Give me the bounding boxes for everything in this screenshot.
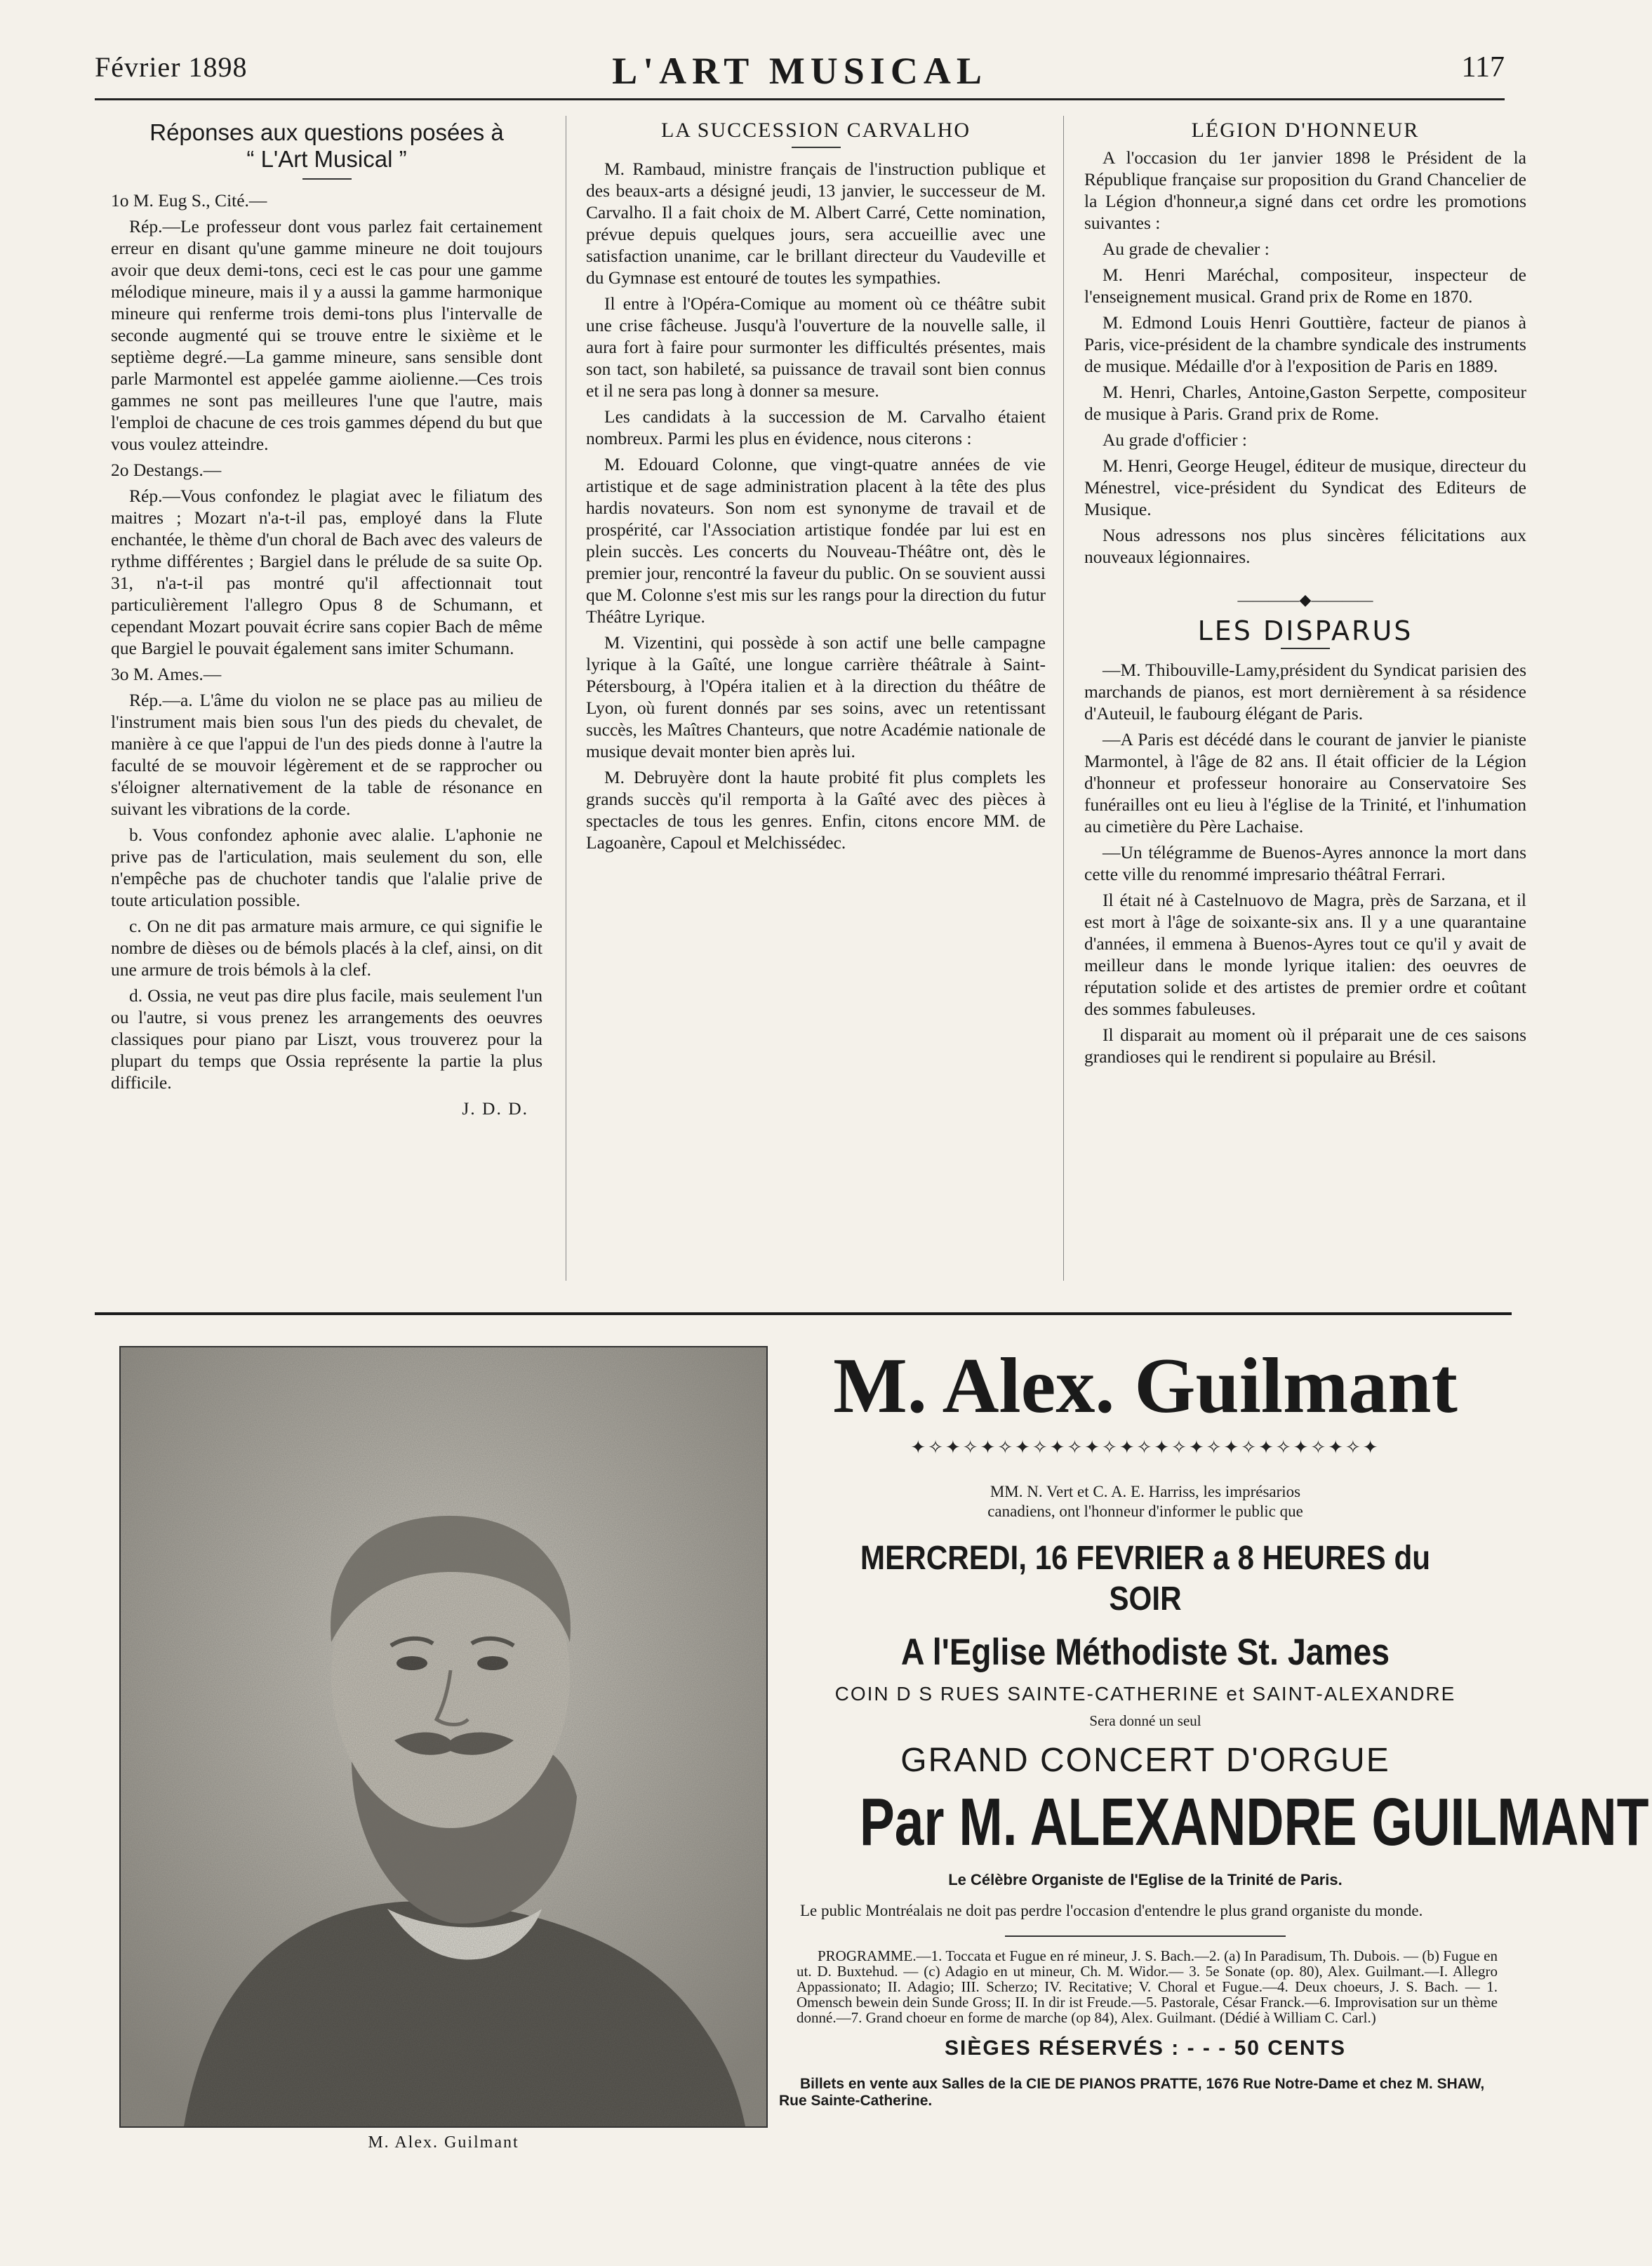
- article-paragraph: —Un télégramme de Buenos-Ayres annonce la mort dans cette ville du renommé impresario théâtral Ferrari.: [1084, 842, 1526, 884]
- article-paragraph: M. Henri, George Heugel, éditeur de musique, directeur du Ménestrel, vice-président du Syndicat des Editeurs de Musique.: [1084, 455, 1526, 519]
- ad-headline: M. Alex. Guilmant: [833, 1342, 1458, 1429]
- masthead-rule: [95, 98, 1505, 100]
- answer-text: Rép.—Vous confondez le plagiat avec le filiatum des maitres ; Mozart n'a-t-il pas, employé dans la Flute enchantée, le thème d'un choral de Bach avec des valeurs de rythme différentes ; Bargiel dans le prélude de sa suite Op. 31, n'a-t-il pas montré qu'il affectionnait tout particulièrement l'allegro Opus 8 de Schumann, et cependant Mozart pouvait écrire sans copier Bach de même que Bargiel le pouvait également sans imiter Schumann.: [111, 486, 542, 658]
- issue-date: Février 1898: [95, 51, 248, 83]
- article-paragraph: —A Paris est décédé dans le courant de janvier le pianiste Marmontel, à l'âge de 82 ans. Il était officier de la Légion d'honneur et professeur honoraire au Conservatoire Ses funérailles ont eu lieu à l'église de la Trinité, et l'inhumation au cimetière du Père Lachaise.: [1084, 729, 1526, 837]
- public-notice: Le public Montréalais ne doit pas perdre l'occasion d'entendre le plus grand organiste du monde.: [800, 1902, 1423, 1919]
- article-paragraph: M. Vizentini, qui possède à son actif une belle campagne lyrique à la Gaîté, une longue carrière théâtrale à Saint-Pétersbourg, à l'Opéra italien et à la direction du théâtre de Lyon, où furent donnés par ses soins, avec un retentissant succès, les Maîtres Chanteurs, que notre Académie nationale de musique devait monter bien après lui.: [586, 632, 1046, 761]
- answer-recipient: 3o M. Ames.—: [111, 664, 222, 684]
- ticket-info: Billets en vente aux Salles de la CIE DE PIANOS PRATTE, 1676 Rue Notre-Dame et chez M. SHAW, Rue Sainte-Catherine.: [779, 2076, 1485, 2109]
- legion-heading: LÉGION D'HONNEUR: [1191, 119, 1420, 142]
- column-legion: [1084, 119, 1526, 1072]
- concert-title: GRAND CONCERT D'ORGUE: [900, 1742, 1390, 1779]
- answer-text: Rép.—a. L'âme du violon ne se place pas au milieu de l'instrument mais bien sous l'un des pieds du chevalet, de manière à ce que l'appui de l'un des pieds donne à l'autre la faculté de se mouvoir légèrement et de se rapprocher ou s'éloigner alternativement de la table de résonance en suivant les vibrations de la corde.: [111, 690, 542, 819]
- heading-rule: [1281, 648, 1330, 649]
- column-divider: [1063, 116, 1064, 1281]
- signature: J. D. D.: [462, 1098, 528, 1119]
- article-paragraph: —M. Thibouville-Lamy,président du Syndicat parisien des marchands de pianos, est mort dernièrement à sa résidence d'Auteuil, le faubourg élégant de Paris.: [1084, 660, 1526, 724]
- given-note: Sera donné un seul: [1089, 1712, 1201, 1729]
- disparus-heading: LES DISPARUS: [1197, 615, 1413, 646]
- article-paragraph: Il entre à l'Opéra-Comique au moment où ce théâtre subit une crise fâcheuse. Jusqu'à l'ouverture de la nouvelle salle, il aura fort à faire pour surmonter les difficultés présentes, mais son tact, son habileté, sa puissance de travail sont bien connus et il ne sera pas long à donner sa mesure.: [586, 293, 1046, 401]
- column-answers: [111, 119, 542, 1119]
- section-ornament: ————◆————: [1237, 591, 1373, 608]
- performer-subtitle: Le Célèbre Organiste de l'Eglise de la Trinité de Paris.: [948, 1871, 1343, 1888]
- answer-text: d. Ossia, ne veut pas dire plus facile, mais seulement l'un ou l'autre, si vous prenez les arrangements des oeuvres classiques pour piano par Liszt, vous trouverez pour la plupart du temps que Ossia représente la partie la plus difficile.: [111, 985, 542, 1093]
- venue-address: COIN D S RUES SAINTE-CATHERINE et SAINT-ALEXANDRE: [834, 1683, 1456, 1705]
- answers-heading: Réponses aux questions posées à “ L'Art Musical ”: [149, 119, 504, 172]
- heading-rule: [302, 178, 352, 180]
- article-paragraph: Au grade de chevalier :: [1103, 239, 1270, 259]
- article-paragraph: M. Henri Maréchal, compositeur, inspecteur de l'enseignement musical. Grand prix de Rome en 1870.: [1084, 265, 1526, 307]
- section-rule: [95, 1312, 1512, 1315]
- masthead: [95, 46, 1505, 102]
- answer-recipient: 2o Destangs.—: [111, 460, 222, 480]
- article-paragraph: Les candidats à la succession de M. Carvalho étaient nombreux. Parmi les plus en évidence, nous citerons :: [586, 406, 1046, 448]
- page-number: 117: [1461, 51, 1505, 84]
- article-paragraph: M. Edmond Louis Henri Gouttière, facteur de pianos à Paris, vice-président de la chambre syndicale des instruments de musique. Médaille d'or à l'exposition de Paris en 1889.: [1084, 312, 1526, 376]
- portrait-illustration: [121, 1347, 766, 2126]
- performer-name: Par M. ALEXANDRE GUILMANT: [859, 1785, 1649, 1860]
- programme-list: PROGRAMME.—1. Toccata et Fugue en ré mineur, J. S. Bach.—2. (a) In Paradisum, Th. Dubois. — (b) Fugue en ut. D. Buxtehud. — (c) Adagio en ut mineur, Ch. M. Widor.— 3. 5e Sonate (op. 80), Alex. Guilmant.—I. Allegro Appassionato; II. Adagio; III. Scherzo; IV. Recitative; V. Choral et Fugue.—4. Deux choeurs, J. S. Bach. — 1. Omensch bewein dein Sunde Gross; II. In dir ist Freude.—5. Pastorale, César Franck.—6. Improvisation sur un thème donné.—7. Grand choeur en forme de marche (op 84), Alex. Guilmant. (Dédié à William C. Carl.): [797, 1947, 1498, 2026]
- portrait-caption: M. Alex. Guilmant: [368, 2133, 519, 2152]
- article-paragraph: M. Debruyère dont la haute probité fit plus complets les grands succès qu'il remporta à la Gaîté avec des pièces à spectacles de tous les genres. Enfin, citons encore MM. de Lagoanère, Capoul et Melchissédec.: [586, 767, 1046, 853]
- heading-rule: [792, 147, 841, 148]
- article-paragraph: M. Edouard Colonne, que vingt-quatre années de vie artistique et de sage administration placent à la tête des plus hardis novateurs. Son nom est synonyme de travail et de prospérité, car l'Association artistique fondée par lui est en plein succès. Les concerts du Nouveau-Théâtre ont, dès le premier jour, rencontré la faveur du public. On se souvient aussi que M. Colonne s'est mis sur les rangs pour la direction du futur Théâtre Lyrique.: [586, 454, 1046, 627]
- article-paragraph: A l'occasion du 1er janvier 1898 le Président de la République française sur proposition du Grand Chancelier de la Légion d'honneur,a signé dans cet ordre les promotions suivantes :: [1084, 147, 1526, 233]
- publication-title: L'ART MUSICAL: [612, 50, 987, 92]
- answer-text: c. On ne dit pas armature mais armure, ce qui signifie le nombre de dièses ou de bémols placés à la clef, ainsi, on dit une armure de trois bémols à la clef.: [111, 916, 542, 980]
- article-paragraph: Au grade d'officier :: [1103, 429, 1247, 450]
- article-paragraph: M. Rambaud, ministre français de l'instruction publique et des beaux-arts a désigné jeudi, 13 janvier, le successeur de M. Carvalho. Il a fait choix de M. Albert Carré, Cette nomination, prévue depuis quelques jours, sera accueillie avec une satisfaction unanime, car le brillant directeur du Vaudeville et du Gymnase est entouré de toutes les sympathies.: [586, 159, 1046, 288]
- concert-date: MERCREDI, 16 FEVRIER a 8 HEURES du SOIR: [860, 1540, 1431, 1618]
- ad-ornament: ✦✧✦✧✦✧✦✧✦✧✦✧✦✧✦✧✦✧✦✧✦✧✦✧✦✧✦: [910, 1437, 1380, 1458]
- ad-intro: MM. N. Vert et C. A. E. Harriss, les imprésarios canadiens, ont l'honneur d'informer le public que: [987, 1483, 1303, 1520]
- seat-price: SIÈGES RÉSERVÉS : - - - 50 CENTS: [945, 2037, 1346, 2060]
- article-paragraph: Nous adressons nos plus sincères félicitations aux nouveaux légionnaires.: [1084, 525, 1526, 567]
- concert-advertisement: [779, 1333, 1649, 2110]
- article-paragraph: Il était né à Castelnuovo de Magra, près de Sarzana, et il est mort à l'âge de soixante-six ans. Il y a une quarantaine d'années, il emmena à Buenos-Ayres tout ce qu'il y avait de meilleur dans le monde lyrique italien: des oeuvres de réputation solide et des artistes de premier ordre et coûtant des sommes fabuleuses.: [1084, 890, 1526, 1019]
- answer-text: b. Vous confondez aphonie avec alalie. L'aphonie ne prive pas de l'articulation, mais seulement du son, elle n'empêche pas de chuchoter tandis que l'alalie prive de toute articulation possible.: [111, 825, 542, 910]
- article-paragraph: M. Henri, Charles, Antoine,Gaston Serpette, compositeur de musique à Paris. Grand prix de Rome.: [1084, 382, 1526, 424]
- ad-rule: [1005, 1935, 1286, 1937]
- answer-text: Rép.—Le professeur dont vous parlez fait certainement erreur en disant qu'une gamme mineure ne doit toujours avoir que deux demi-tons, ceci est le cas pour une gamme mélodique mineure, mais il y a aussi la gamme harmonique mineure qui renferme trois demi-tons plus l'intervalle de seconde augmenté qui se trouve entre le sixième et le septième degré.—La gamme mineure, sans sensible dont parle Marmontel est appelée gamme aiolienne.—Ces trois gammes ne sont pas meilleures l'une que l'autre, mais l'emploi de chacune de ces trois gammes dépend du but que vous voulez atteindre.: [111, 216, 542, 454]
- concert-venue: A l'Eglise Méthodiste St. James: [900, 1632, 1390, 1673]
- answer-recipient: 1o M. Eug S., Cité.—: [111, 190, 267, 211]
- portrait-image: [119, 1346, 768, 2128]
- column-succession: [586, 119, 1046, 858]
- article-paragraph: Il disparait au moment où il préparait une de ces saisons grandioses qui le rendirent si populaire au Brésil.: [1084, 1025, 1526, 1067]
- succession-heading: LA SUCCESSION CARVALHO: [660, 119, 971, 142]
